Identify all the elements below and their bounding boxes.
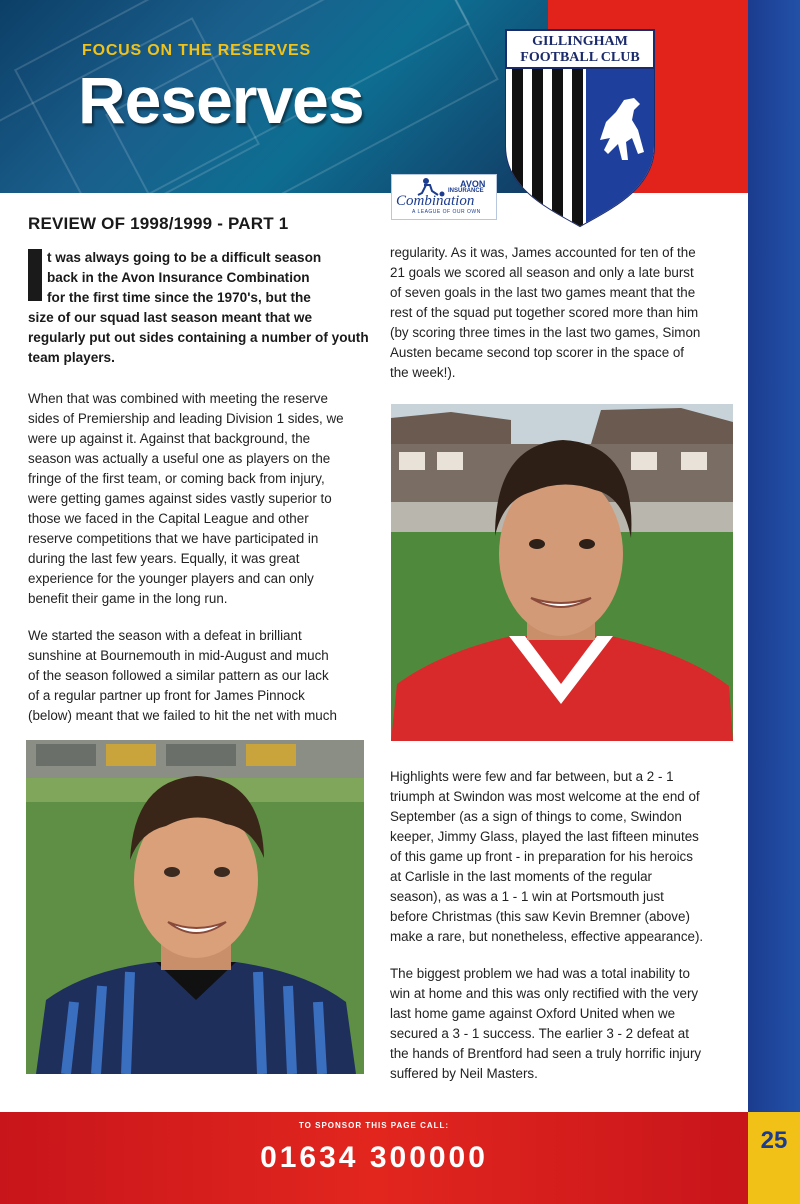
text-line: rest of the squad put together scored more than him [390, 305, 699, 320]
intro-paragraph-cont [28, 308, 373, 368]
sponsor-caption: TO SPONSOR THIS PAGE CALL: [298, 1121, 450, 1130]
player-photo-james-pinnock [26, 740, 364, 1074]
intro-line: regularly put out sides containing a number [28, 330, 312, 345]
player-portrait-icon [26, 740, 364, 1074]
intro-line: t was always going to be a difficult season [47, 250, 322, 265]
intro-paragraph [47, 248, 369, 308]
text-line: benefit their game in the long run. [28, 591, 228, 606]
text-line: of the season followed a similar pattern as our lack [28, 668, 329, 683]
text-line: the hands of Brentford had seen a truly horrific injury [390, 1046, 702, 1061]
text-line: those we faced in the Capital League and other [28, 511, 309, 526]
text-line: of a regular partner up front for James Pinnock [28, 688, 305, 703]
club-crest [502, 28, 658, 228]
text-line: When that was combined with meeting the reserve [28, 391, 328, 406]
crest-name-line1: GILLINGHAM [532, 34, 628, 49]
crest-name-line2: FOOTBALL CLUB [520, 50, 640, 65]
text-line: The biggest problem we had was a total inability to [390, 966, 690, 981]
text-line: before Christmas (this saw Kevin Bremner (above) [390, 909, 690, 924]
text-line: Highlights were few and far between, but a 2 - 1 [390, 769, 674, 784]
sponsor-tagline: A LEAGUE OF OUR OWN [412, 209, 481, 215]
player-photo-kevin-bremner [391, 404, 733, 741]
player-portrait-icon [391, 404, 733, 741]
text-line: season was actually a useful one as players on the [28, 451, 331, 466]
text-line: regularity. As it was, James accounted for ten of the [390, 245, 696, 260]
text-line: season), as was a 1 - 1 win at Portsmouth just [390, 889, 664, 904]
drop-cap [28, 249, 42, 301]
sponsor-logo [391, 174, 497, 220]
text-line: of seven goals in the last two games meant that the [390, 285, 696, 300]
text-line: September (as a sign of things to come, Swindon [390, 809, 682, 824]
section-kicker: FOCUS ON THE RESERVES [82, 42, 311, 59]
intro-line: size of our squad last season meant that we [28, 310, 313, 325]
article-heading: REVIEW OF 1998/1999 - PART 1 [28, 214, 289, 233]
text-line: (below) meant that we failed to hit the net with much [28, 708, 337, 723]
text-line: (by scoring three times in the last two games, Simon [390, 325, 701, 340]
intro-line: for the first time since the 1970's, but the [47, 290, 311, 305]
text-line: suffered by Neil Masters. [390, 1066, 538, 1081]
sponsor-phone: 01634 300000 [260, 1141, 488, 1174]
text-line: make a rare, but nonetheless, effective appearance). [390, 929, 704, 944]
left-paragraph-1 [28, 389, 378, 609]
text-line: were getting games against sides vastly superior to [28, 491, 332, 506]
page-number: 25 [760, 1127, 788, 1154]
page-number-box [748, 1112, 800, 1204]
text-line: sunshine at Bournemouth in mid-August and much [28, 648, 329, 663]
text-line: keeper, Jimmy Glass, played the last fifteen minutes [390, 829, 699, 844]
right-paragraph-1 [390, 243, 740, 383]
left-paragraph-2 [28, 626, 378, 726]
text-line: We started the season with a defeat in brilliant [28, 628, 302, 643]
text-line: 21 goals we scored all season and only a late burst [390, 265, 694, 280]
sponsor-brand: AVON [460, 179, 486, 189]
right-paragraph-3 [390, 964, 740, 1084]
text-line: experience for the younger players and can only [28, 571, 314, 586]
text-line: secured a 3 - 1 success. The earlier 3 - 2 defeat at [390, 1026, 689, 1041]
side-blue-strip [748, 0, 800, 1112]
text-line: win at home and this was only rectified with the very [390, 986, 699, 1001]
text-line: of this game up front - in preparation for his heroics [390, 849, 693, 864]
text-line: during the last few years. Equally, it was great [28, 551, 300, 566]
text-line: fringe of the first team, or coming back from injury, [28, 471, 325, 486]
intro-line: back in the Avon Insurance Combination [47, 270, 310, 285]
text-line: last home game against Oxford United when we [390, 1006, 676, 1021]
text-line: Austen became second top scorer in the space of [390, 345, 685, 360]
sponsor-sub: INSURANCE [448, 188, 484, 194]
intro-line: of youth team players. [28, 330, 369, 365]
text-line: reserve competitions that we have participated in [28, 531, 319, 546]
text-line: sides of Premiership and leading Division 1 sides, we [28, 411, 344, 426]
page-title: Reserves [78, 63, 364, 137]
text-line: triumph at Swindon was most welcome at the end of [390, 789, 700, 804]
text-line: were up against it. Against that background, the [28, 431, 311, 446]
right-paragraph-2 [390, 767, 740, 947]
sponsor-name: Combination [396, 193, 475, 209]
text-line: the week!). [390, 365, 456, 380]
text-line: at Carlisle in the last moments of the regular [390, 869, 652, 884]
